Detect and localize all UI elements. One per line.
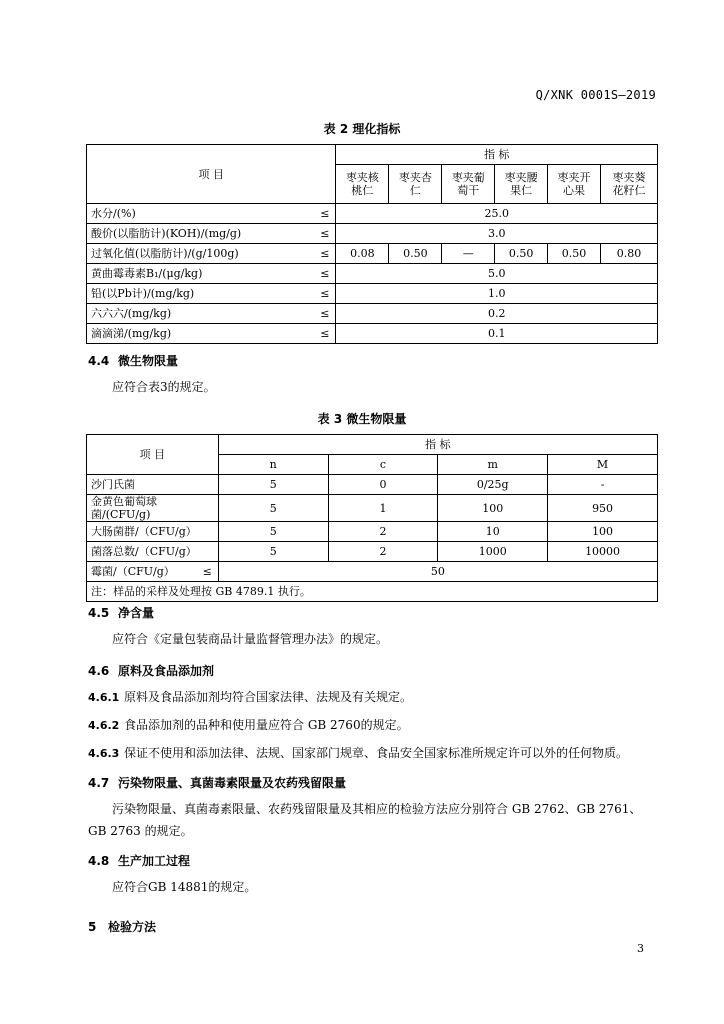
row-comparator: ≤ xyxy=(186,562,218,582)
table3-header-item: 项 目 xyxy=(87,435,219,475)
row-value: 2 xyxy=(328,522,438,542)
row-value: 10000 xyxy=(548,542,658,562)
table3-subheader: m xyxy=(438,455,548,475)
table-row xyxy=(87,244,658,264)
row-item: 酸价(以脂肪计)(KOH)/(mg/g) xyxy=(87,224,316,244)
section-4-8-heading: 4.8 生产加工过程 xyxy=(88,854,191,868)
section-4-6-2: 4.6.2 食品添加剂的品种和使用量应符合 GB 2760的规定。 xyxy=(88,718,409,732)
section-4-7-heading: 4.7 污染物限量、真菌毒素限量及农药残留限量 xyxy=(88,776,347,790)
table2-subheader: 枣夹腰 果仁 xyxy=(495,165,548,204)
row-value: 3.0 xyxy=(336,224,658,244)
row-value: 0 xyxy=(328,475,438,495)
row-comparator: ≤ xyxy=(316,324,336,344)
row-value: 0.08 xyxy=(336,244,389,264)
table2-subheader: 枣夹核 桃仁 xyxy=(336,165,389,204)
section-4-6-1: 4.6.1 原料及食品添加剂均符合国家法律、法规及有关规定。 xyxy=(88,690,413,704)
page-number: 3 xyxy=(637,942,644,955)
table-row xyxy=(87,495,658,522)
section-4-5-heading: 4.5 净含量 xyxy=(88,606,155,620)
row-value: 10 xyxy=(438,522,548,542)
row-value: 1 xyxy=(328,495,438,522)
table2-physicochemical xyxy=(86,144,658,344)
table-row xyxy=(87,224,658,244)
table3-note: 注：样品的采样及处理按 GB 4789.1 执行。 xyxy=(87,582,658,602)
table3-header-row xyxy=(87,435,658,455)
row-item: 霉菌/（CFU/g） xyxy=(87,562,187,582)
row-value: 50 xyxy=(218,562,657,582)
row-item: 水分/(%) xyxy=(87,204,316,224)
document-code: Q/XNK 0001S—2019 xyxy=(535,88,656,102)
table-row xyxy=(87,284,658,304)
row-value: 100 xyxy=(438,495,548,522)
row-value: 5 xyxy=(218,475,328,495)
table2-subheader: 枣夹开 心果 xyxy=(548,165,601,204)
section-4-6-3: 4.6.3 保证不使用和添加法律、法规、国家部门规章、食品安全国家标准所规定许可以外的任何物质。 xyxy=(88,746,629,760)
table3-header-index: 指 标 xyxy=(218,435,657,455)
row-value: 5.0 xyxy=(336,264,658,284)
row-value: 0/25g xyxy=(438,475,548,495)
row-value: 0.50 xyxy=(548,244,601,264)
row-comparator: ≤ xyxy=(316,304,336,324)
row-value: 100 xyxy=(548,522,658,542)
table-row xyxy=(87,204,658,224)
row-value: 0.1 xyxy=(336,324,658,344)
row-value: 25.0 xyxy=(336,204,658,224)
row-item: 铅(以Pb计)/(mg/kg) xyxy=(87,284,316,304)
section-4-4-heading: 4.4 微生物限量 xyxy=(88,354,179,368)
row-value: 0.50 xyxy=(389,244,442,264)
row-value: - xyxy=(548,475,658,495)
row-item: 金黄色葡萄球菌/(CFU/g) xyxy=(87,495,219,522)
row-value: 5 xyxy=(218,542,328,562)
table2-caption: 表 2 理化指标 xyxy=(323,122,401,136)
row-comparator: ≤ xyxy=(316,244,336,264)
table2-subheader: 枣夹葡 萄干 xyxy=(442,165,495,204)
table2-header-index: 指 标 xyxy=(336,145,658,165)
row-comparator: ≤ xyxy=(316,284,336,304)
row-comparator: ≤ xyxy=(316,224,336,244)
table3-caption: 表 3 微生物限量 xyxy=(317,412,407,426)
row-item: 沙门氏菌 xyxy=(87,475,219,495)
section-5-heading: 5 检验方法 xyxy=(88,920,157,934)
row-item: 大肠菌群/（CFU/g） xyxy=(87,522,219,542)
section-4-4-text: 应符合表3的规定。 xyxy=(112,380,216,394)
table2-header-item: 项 目 xyxy=(87,145,336,204)
table-row xyxy=(87,304,658,324)
table3-subheader: n xyxy=(218,455,328,475)
table-row xyxy=(87,522,658,542)
table-row xyxy=(87,542,658,562)
table2-subheader: 枣夹杏 仁 xyxy=(389,165,442,204)
section-4-5-text: 应符合《定量包装商品计量监督管理办法》的规定。 xyxy=(112,632,389,646)
row-item: 过氧化值(以脂肪计)/(g/100g) xyxy=(87,244,316,264)
section-4-7-text: 污染物限量、真菌毒素限量、农药残留限量及其相应的检验方法应分别符合 GB 2762、GB 2761、GB 2763 的规定。 xyxy=(88,802,642,838)
row-value: 5 xyxy=(218,495,328,522)
row-comparator: ≤ xyxy=(316,264,336,284)
section-4-6-heading: 4.6 原料及食品添加剂 xyxy=(88,664,215,678)
row-value: 0.80 xyxy=(601,244,658,264)
table2-subheader: 枣夹葵 花籽仁 xyxy=(601,165,658,204)
table3-microbial-limits xyxy=(86,434,658,602)
row-item: 滴滴涕/(mg/kg) xyxy=(87,324,316,344)
table3-subheader: c xyxy=(328,455,438,475)
row-value: 5 xyxy=(218,522,328,542)
table2-header-row xyxy=(87,145,658,165)
row-value: 950 xyxy=(548,495,658,522)
table-row-mold xyxy=(87,562,658,582)
table3-subheader: M xyxy=(548,455,658,475)
row-comparator: ≤ xyxy=(316,204,336,224)
row-value: 2 xyxy=(328,542,438,562)
table-row xyxy=(87,475,658,495)
table-row xyxy=(87,324,658,344)
row-item: 菌落总数/（CFU/g） xyxy=(87,542,219,562)
table3-note-row xyxy=(87,582,658,602)
section-4-8-text: 应符合GB 14881的规定。 xyxy=(112,880,257,894)
table-row xyxy=(87,264,658,284)
row-value: 1.0 xyxy=(336,284,658,304)
row-item: 黄曲霉毒素B₁/(μg/kg) xyxy=(87,264,316,284)
row-value: 0.2 xyxy=(336,304,658,324)
row-value: 0.50 xyxy=(495,244,548,264)
row-item: 六六六/(mg/kg) xyxy=(87,304,316,324)
row-value: 1000 xyxy=(438,542,548,562)
row-value: — xyxy=(442,244,495,264)
